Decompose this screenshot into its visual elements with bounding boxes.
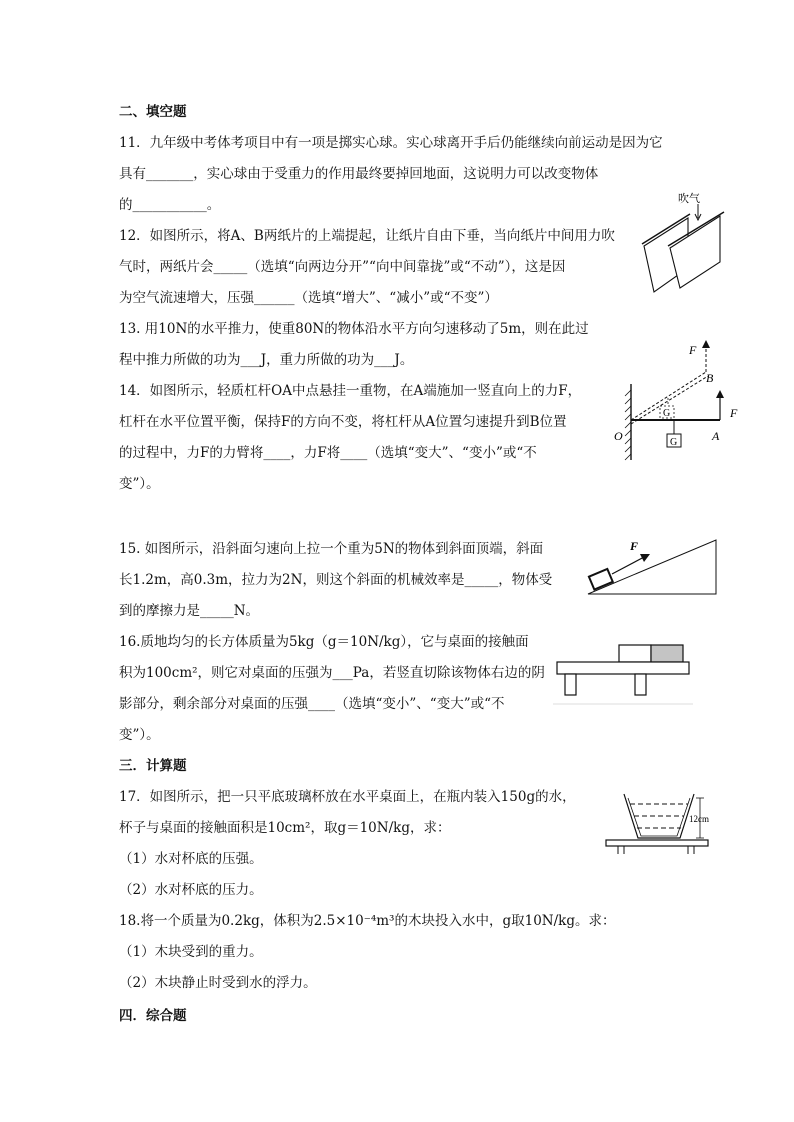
incline-figure bbox=[584, 536, 724, 600]
q12-line-3: 为空气流速增大，压强______（选填“增大”、“减小”或“不变”） bbox=[119, 290, 498, 306]
label-f-top: F bbox=[689, 343, 697, 357]
q12-line-2: 气时，两纸片会_____（选填“向两边分开”“向中间靠拢”或“不动”），这是因 bbox=[119, 259, 566, 275]
q16-line-2: 积为100cm²，则它对桌面的压强为___Pa，若竖直切除该物体右边的阴 bbox=[119, 665, 545, 681]
table-block-figure bbox=[553, 642, 693, 708]
q14-line-2: 杠杆在水平位置平衡，保持F的方向不变，将杠杆从A位置匀速提升到B位置 bbox=[119, 414, 567, 430]
label-o: O bbox=[614, 429, 623, 443]
q18-line-1: 18.将一个质量为0.2kg，体积为2.5×10⁻⁴m³的木块投入水中，g取10N/kg。求： bbox=[119, 913, 616, 929]
q15-line-1: 15. 如图所示，沿斜面匀速向上拉一个重为5N的物体到斜面顶端，斜面 bbox=[119, 541, 544, 557]
water-surface bbox=[630, 804, 688, 828]
tabletop bbox=[557, 662, 689, 674]
q12-line-1: 12．如图所示，将A、B两纸片的上端提起，让纸片自由下垂，当向纸片中间用力吹 bbox=[119, 228, 615, 244]
label-b: B bbox=[706, 371, 714, 385]
q11-line-3: 的___________。 bbox=[119, 197, 221, 213]
q14-line-1: 14．如图所示，轻质杠杆OA中点悬挂一重物，在A端施加一竖直向上的力F， bbox=[119, 383, 582, 399]
q13-line-2: 程中推力所做的功为___J，重力所做的功为___J。 bbox=[119, 352, 414, 368]
label-g: G bbox=[670, 437, 678, 448]
q16-line-3: 影部分，剩余部分对桌面的压强____（选填“变小”、“变大”或“不 bbox=[119, 696, 505, 712]
q14-line-3: 的过程中，力F的力臂将____，力F将____（选填“变大”、“变小”或“不 bbox=[119, 445, 537, 461]
label-f-incline: F bbox=[630, 539, 639, 553]
q18-line-2: （1）木块受到的重力。 bbox=[119, 944, 263, 960]
label-a: A bbox=[712, 429, 720, 443]
q14-line-4: 变”）。 bbox=[119, 476, 160, 492]
q11-line-2: 具有_______，实心球由于受重力的作用最终要掉回地面，这说明力可以改变物体 bbox=[119, 166, 599, 182]
tabletop-17 bbox=[606, 840, 708, 846]
table-leg-left bbox=[565, 674, 576, 695]
blow-air-label: 吹气 bbox=[678, 193, 700, 205]
label-f-right: F bbox=[730, 406, 738, 420]
block-remaining-part bbox=[619, 645, 651, 662]
glass-cup-figure bbox=[604, 788, 714, 858]
q17-line-4: （2）水对杯底的压力。 bbox=[119, 882, 263, 898]
section-heading-calculation: 三．计算题 bbox=[119, 758, 187, 774]
q16-line-1: 16.质地均匀的长方体质量为5kg（g＝10N/kg），它与桌面的接触面 bbox=[119, 634, 529, 650]
q15-line-3: 到的摩擦力是_____N。 bbox=[119, 603, 260, 619]
table-leg-right bbox=[635, 674, 646, 695]
q13-line-1: 13. 用10N的水平推力，使重80N的物体沿水平方向匀速移动了5m，则在此过 bbox=[119, 321, 589, 337]
q17-line-1: 17．如图所示，把一只平底玻璃杯放在水平桌面上，在瓶内装入150g的水， bbox=[119, 789, 576, 805]
q16-line-4: 变”）。 bbox=[119, 727, 160, 743]
height-label: 12cm bbox=[689, 814, 709, 824]
q15-line-2: 长1.2m，高0.3m，拉力为2N，则这个斜面的机械效率是_____，物体受 bbox=[119, 572, 553, 588]
label-g-raised: G bbox=[663, 408, 671, 419]
section-heading-comprehensive: 四．综合题 bbox=[119, 1008, 187, 1024]
lever-figure bbox=[612, 336, 752, 464]
q11-line-1: 11．九年级中考体考项目中有一项是掷实心球。实心球离开手后仍能继续向前运动是因为它 bbox=[119, 135, 663, 151]
paper-sheets-figure bbox=[640, 188, 740, 296]
q17-line-3: （1）水对杯底的压强。 bbox=[119, 851, 263, 867]
section-heading-fill-blank: 二、填空题 bbox=[119, 104, 187, 120]
q17-line-2: 杯子与桌面的接触面积是10cm²，取g＝10N/kg，求： bbox=[119, 820, 451, 836]
q18-line-3: （2）木块静止时受到水的浮力。 bbox=[119, 975, 317, 991]
block-shaded-part bbox=[651, 645, 683, 662]
incline bbox=[588, 540, 716, 594]
